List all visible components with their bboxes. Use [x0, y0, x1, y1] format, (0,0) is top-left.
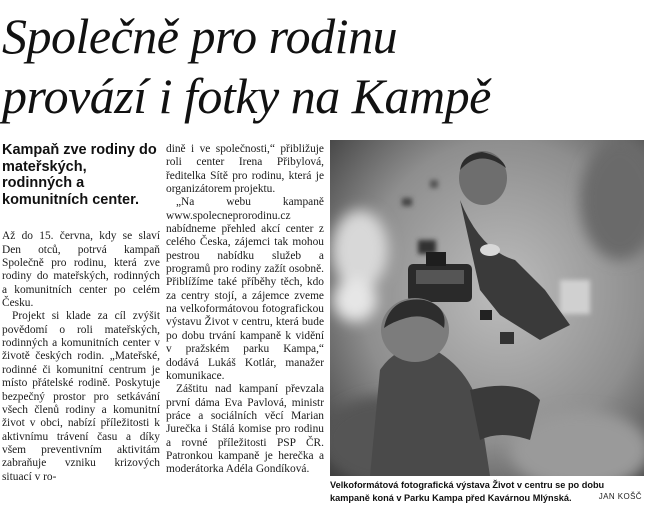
photo-children-playing: [330, 140, 644, 476]
body-paragraph-5: Záštitu nad kampaní převzala první dáma Eva Pavlová, ministr práce a sociálních věcí Marian Jurečka i Stálá komise pro rodinu a rovné příležitosti PSP ČR. Patronkou kampaně je herečka a moderátorka Adéla Gondíková.: [166, 383, 324, 476]
headline-line-2: provází i fotky na Kampě: [2, 68, 491, 124]
article-column-2: [166, 143, 324, 477]
photo-credit: JAN KOŠČ: [598, 492, 642, 501]
photo-caption: Velkoformátová fotografická výstava Život v centru se po dobu kampaně koná v Parku Kampa před Kavárnou Mlýnská.: [330, 480, 605, 503]
lead-paragraph: Kampaň zve rodiny do mateřských, rodinných a komunitních center.: [2, 142, 157, 208]
article-column-1: [2, 142, 160, 484]
body-paragraph-3: dině i ve společnosti,“ přibližuje roli center Irena Přibylová, ředitelka Sítě pro rodinu, která je organizátorem projektu.: [166, 143, 324, 196]
headline: [2, 6, 646, 126]
body-paragraph-1: Až do 15. června, kdy se slaví Den otců, potrvá kampaň Společně pro rodinu, která zve rodiny do mateřských, rodinných a komunitních center po celém Česku.: [2, 230, 160, 310]
body-paragraph-4: „Na webu kampaně www.spolecneprorodinu.cz nabídneme přehled akcí center z celého Česka, zájemci tak mohou pestrou nabídku služeb a programů pro rodiny zažít osobně. Přiblížíme také příběhy těch, kdo za centry stojí, a zájemce zveme na velkoformátovou fotografickou výstavu Život v centru, která bude po dobu trvání kampaně k vidění v pražském parku Kampa,“ dodává Lukáš Kotlár, manažer komunikace.: [166, 196, 324, 382]
article-photo: [330, 140, 644, 476]
headline-line-1: Společně pro rodinu: [2, 8, 398, 64]
body-paragraph-2: Projekt si klade za cíl zvýšit povědomí o roli mateřských, rodinných a komunitních center v životě českých rodin. „Mateřské, rodinné či komunitní centrum je místo přátelské rodině. Poskytuje bezpečný prostor pro setkávání všech členů rodiny a komunitní život v obci, nabízí příležitosti k aktivnímu trávení času a díky všem preventivním aktivitám zabraňuje vzniku krizových situací v ro-: [2, 310, 160, 483]
